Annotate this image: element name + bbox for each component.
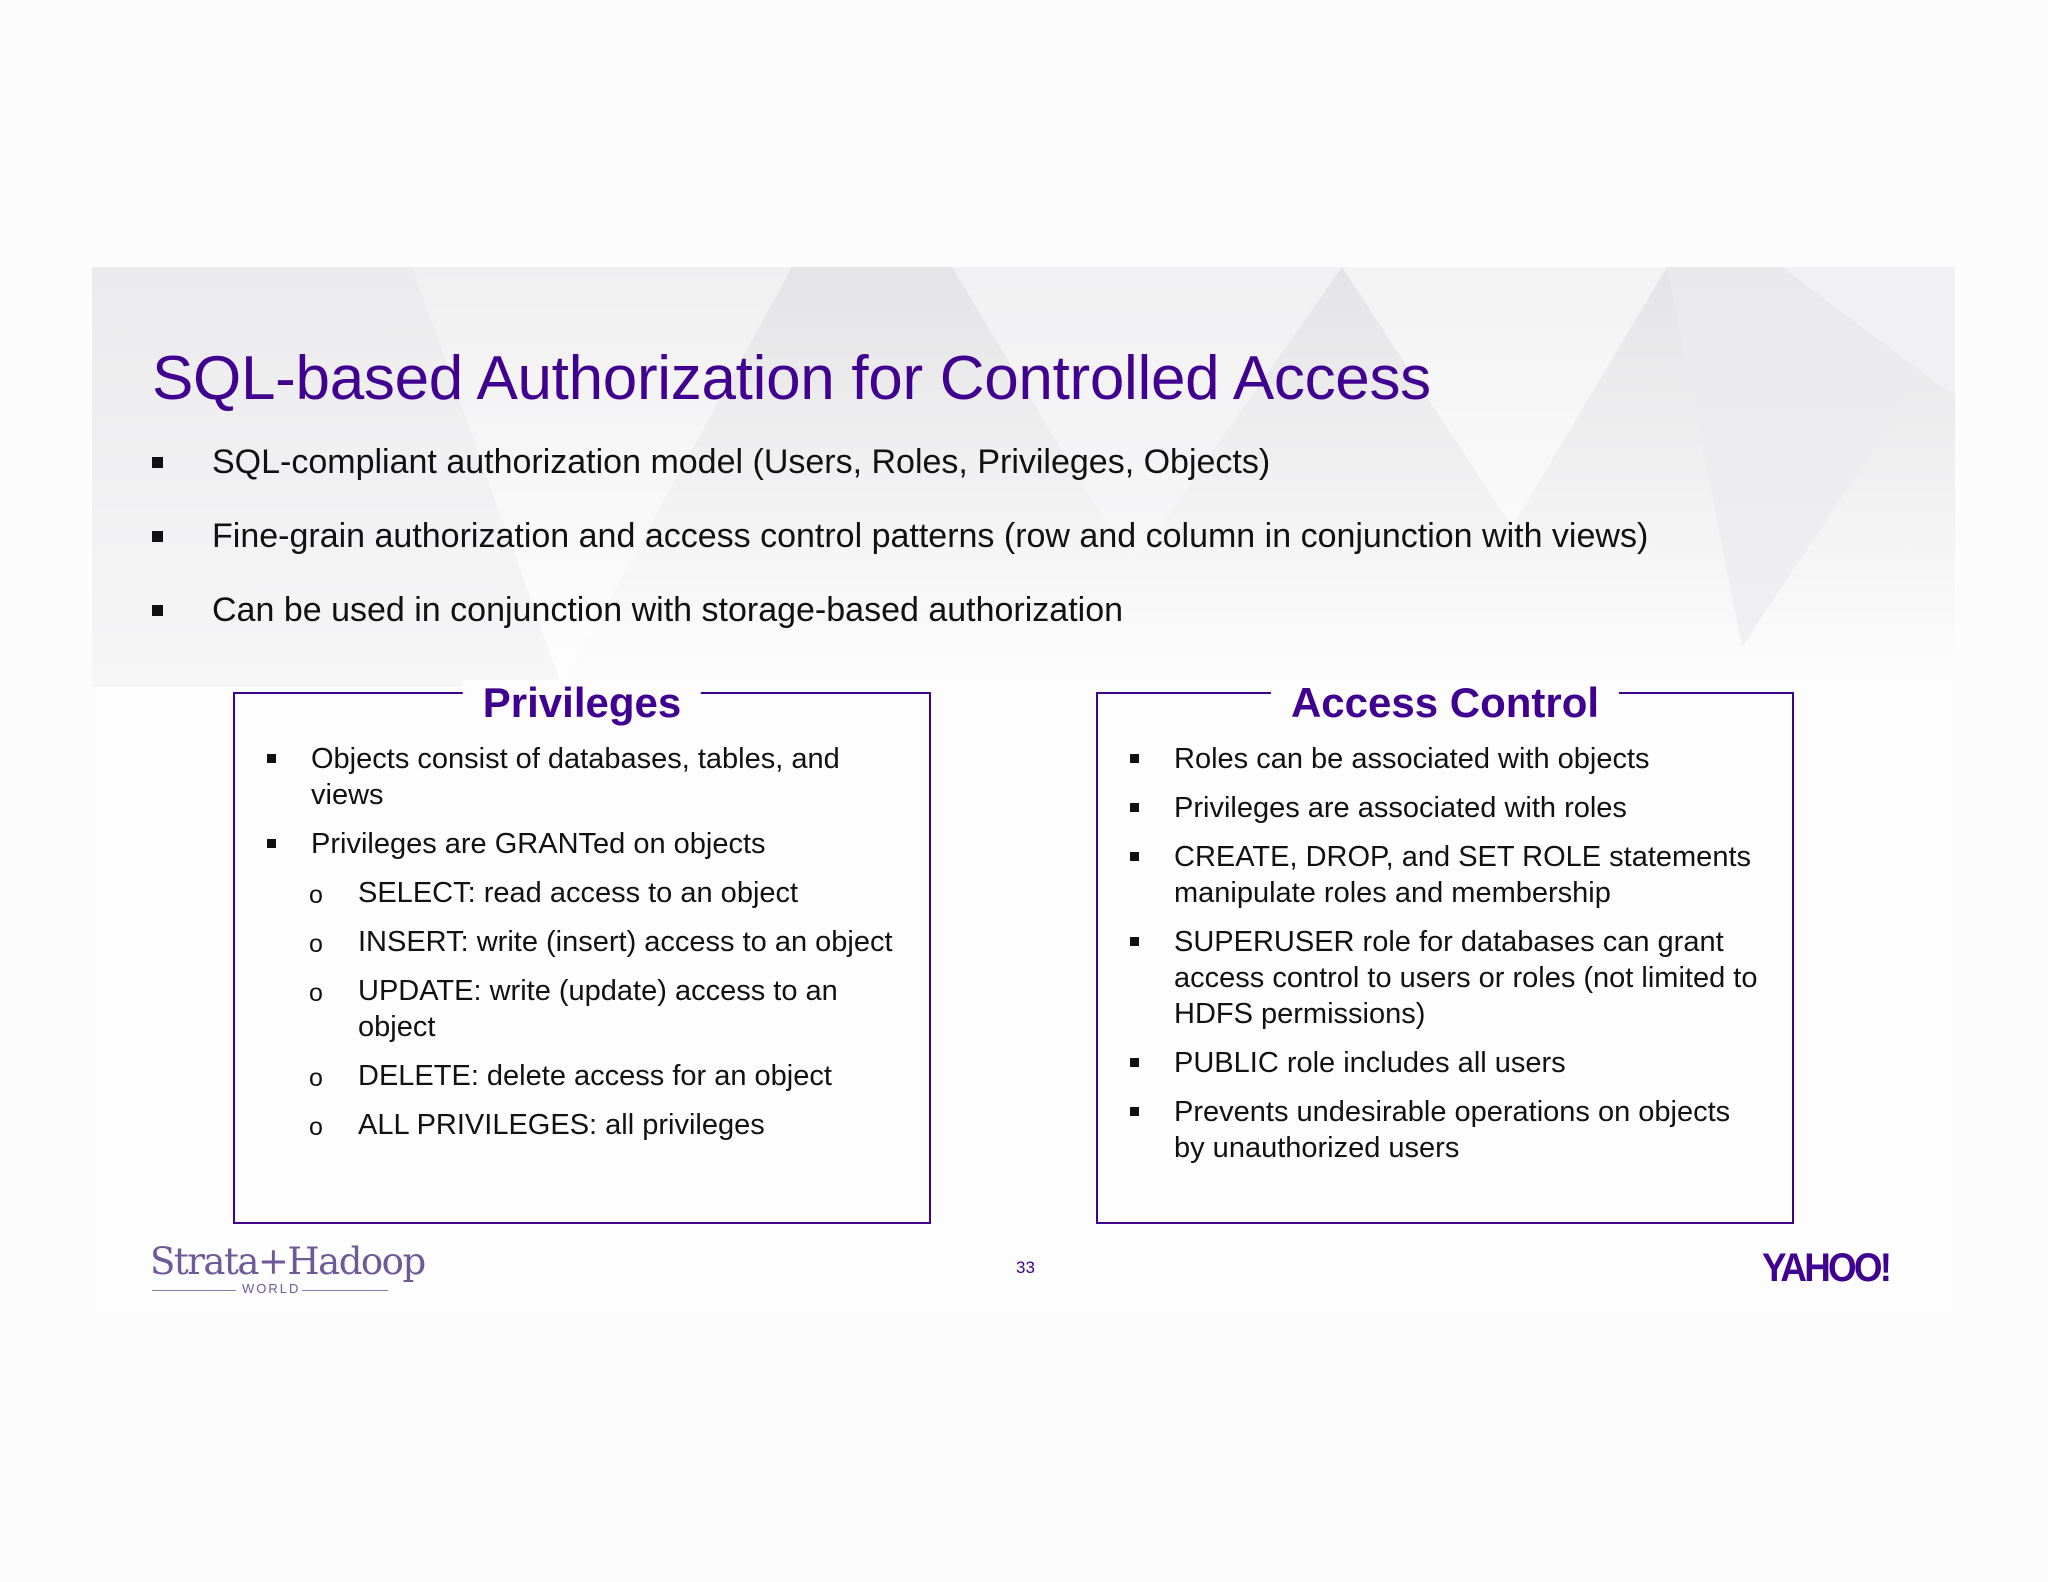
access-control-item (1128, 1094, 1768, 1166)
access-control-item (1128, 1045, 1768, 1081)
square-bullet-icon (152, 531, 163, 542)
privileges-sub-item (265, 1107, 905, 1143)
privileges-box (233, 679, 931, 1224)
circle-bullet-icon: o (309, 1113, 323, 1141)
privileges-item (265, 826, 905, 862)
privileges-sub-item-text: UPDATE: write (update) access to an object (358, 975, 838, 1043)
strata-logo-subtitle: WORLD (242, 1281, 301, 1296)
access-control-list (1128, 741, 1768, 1179)
privileges-box-title: Privileges (463, 680, 701, 726)
access-control-item-text: Roles can be associated with objects (1174, 743, 1650, 775)
privileges-sub-item-text: INSERT: write (insert) access to an object (358, 926, 893, 958)
access-control-item-text: Prevents undesirable operations on objects by unauthorized users (1174, 1096, 1731, 1164)
main-bullet-text: Can be used in conjunction with storage-based authorization (212, 591, 1124, 629)
square-bullet-icon (152, 605, 163, 616)
privileges-sub-item (265, 924, 905, 960)
circle-bullet-icon: o (309, 881, 323, 909)
access-control-item-text: PUBLIC role includes all users (1174, 1047, 1566, 1079)
strata-hadoop-logo (150, 1240, 425, 1300)
square-bullet-icon (1130, 937, 1139, 946)
square-bullet-icon (152, 457, 163, 468)
main-bullet (152, 442, 1648, 482)
circle-bullet-icon: o (309, 979, 323, 1007)
slide (92, 267, 1955, 1315)
square-bullet-icon (267, 754, 276, 763)
privileges-item (265, 741, 905, 813)
privileges-sub-item-text: ALL PRIVILEGES: all privileges (358, 1109, 765, 1141)
privileges-item-text: Objects consist of databases, tables, and views (311, 743, 840, 811)
access-control-box-title: Access Control (1271, 680, 1619, 726)
circle-bullet-icon: o (309, 930, 323, 958)
yahoo-logo: YAHOO! (1762, 1246, 1890, 1290)
access-control-item (1128, 741, 1768, 777)
main-bullet-list (152, 442, 1648, 664)
square-bullet-icon (1130, 754, 1139, 763)
privileges-sub-item-text: SELECT: read access to an object (358, 877, 799, 909)
square-bullet-icon (1130, 852, 1139, 861)
strata-logo-rule-right (302, 1290, 388, 1291)
main-bullet-text: SQL-compliant authorization model (Users, Roles, Privileges, Objects) (212, 443, 1271, 481)
square-bullet-icon (1130, 1107, 1139, 1116)
access-control-item (1128, 790, 1768, 826)
access-control-item-text: SUPERUSER role for databases can grant access control to users or roles (not limited to HDFS permissions) (1174, 926, 1758, 1030)
privileges-sub-item (265, 973, 905, 1045)
circle-bullet-icon: o (309, 1064, 323, 1092)
access-control-item-text: Privileges are associated with roles (1174, 792, 1627, 824)
main-bullet (152, 516, 1648, 556)
privileges-sub-item (265, 875, 905, 911)
square-bullet-icon (1130, 1058, 1139, 1067)
access-control-item (1128, 924, 1768, 1032)
access-control-item (1128, 839, 1768, 911)
privileges-sub-item (265, 1058, 905, 1094)
privileges-item-text: Privileges are GRANTed on objects (311, 828, 766, 860)
slide-title: SQL-based Authorization for Controlled Access (152, 344, 1431, 413)
privileges-sub-item-text: DELETE: delete access for an object (358, 1060, 832, 1092)
strata-logo-rule-left (152, 1290, 236, 1291)
main-bullet (152, 590, 1648, 630)
access-control-item-text: CREATE, DROP, and SET ROLE statements manipulate roles and membership (1174, 841, 1751, 909)
square-bullet-icon (1130, 803, 1139, 812)
page-number: 33 (1016, 1258, 1035, 1277)
strata-logo-wordmark: Strata+Hadoop (150, 1240, 425, 1283)
main-bullet-text: Fine-grain authorization and access control patterns (row and column in conjunction with views) (212, 517, 1649, 555)
privileges-list (265, 741, 905, 1156)
access-control-box (1096, 679, 1794, 1224)
square-bullet-icon (267, 839, 276, 848)
